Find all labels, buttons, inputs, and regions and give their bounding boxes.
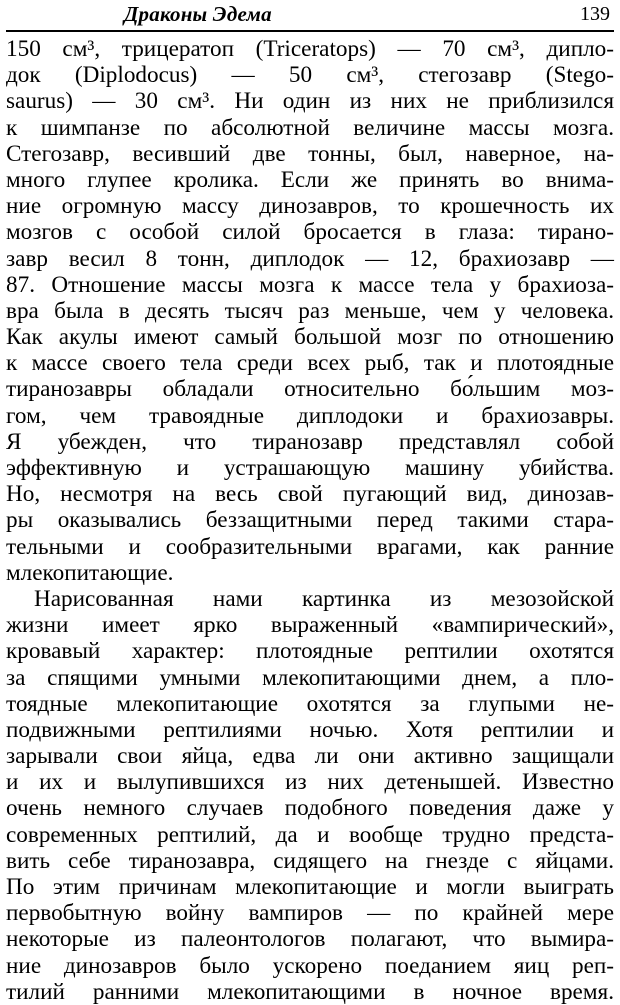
text-line: очень немного случаев подобного поведения даже у [6,795,614,822]
body-text [6,36,614,1005]
running-title: Драконы Эдема [124,2,272,26]
text-line: эффективную и устрашающую машину убийства. [6,455,614,481]
text-line: вить себе тиранозавра, сидящего на гнезде с яйцами. [6,847,614,874]
text-line: некоторые из палеонтологов полагают, что вымира- [6,926,614,953]
text-line: Как акулы имеют самый большой мозг по отношению [6,324,614,351]
page-number: 139 [580,3,610,25]
text-line: Нарисованная нами картинка из мезозойской [34,585,614,612]
text-line: тилий ранними млекопитающими в ночное время. [6,978,614,1005]
text-line: ние динозавров было ускорено поеданием яиц реп- [6,952,614,979]
text-line: к шимпанзе по абсолютной величине массы мозга. [6,114,614,141]
text-line: Я убежден, что тиранозавр представлял собой [6,428,614,455]
text-line: завр весил 8 тонн, диплодок — 12, брахиозавр — [6,245,614,272]
text-line: Но, несмотря на весь свой пугающий вид, динозав- [6,481,614,508]
text-line: жизни имеет ярко выраженный «вампирический», [6,612,614,639]
text-line: 87. Отношение массы мозга к массе тела у брахиоза- [6,271,614,298]
text-line: кровавый характер: плотоядные рептилии охотятся [6,638,614,665]
header-rule [6,30,614,32]
text-line: и их и вылупившихся из них детенышей. Известно [6,769,614,796]
text-line: подвижными рептилиями ночью. Хотя рептилии и [6,716,614,743]
text-line: ры оказывались беззащитными перед такими старa- [6,507,614,534]
text-line: 150 см³, трицератоп (Triceratops) — 70 см³, дипло- [6,36,614,62]
text-line: saurus) — 30 см³. Ни один из них не приблизился [6,88,614,115]
text-line: зарывали свои яйца, едва ли они активно защищали [6,743,614,770]
text-line: ние огромную массу динозавров, то крошечность их [6,193,614,220]
text-line: современных рептилий, да и вообще трудно предста- [6,821,614,848]
text-line: тельными и сообразительными врагами, как ранние [6,533,614,560]
paragraph-2 [6,586,614,1005]
text-line: мозгов с особой силой бросается в глаза: тирано- [6,219,614,246]
text-line: много глупее кролика. Если же принять во внима- [6,166,614,193]
text-line: за спящими умными млекопитающими днем, а пло- [6,664,614,691]
text-line: тоядные млекопитающие охотятся за глупыми не- [6,690,614,717]
text-line: первобытную войну вампиров — по крайней мере [6,900,614,927]
text-line: тиранозавры обладали относительно бо́льшим моз- [6,376,614,403]
page-header [6,0,614,30]
text-line: По этим причинам млекопитающие и могли выиграть [6,874,614,900]
text-line: млекопитающие. [6,559,174,586]
text-line: Стегозавр, весивший две тонны, был, наверное, на- [6,140,614,167]
text-line: к массе своего тела среди всех рыб, так и плотоядные [6,350,614,377]
paragraph-1 [6,36,614,586]
text-line: вра была в десять тысяч раз меньше, чем у человека. [6,297,614,324]
text-line: гом, чем травоядные диплодоки и брахиозавры. [6,402,614,429]
text-line: док (Diplodocus) — 50 см³, стегозавр (Stego- [6,62,614,89]
